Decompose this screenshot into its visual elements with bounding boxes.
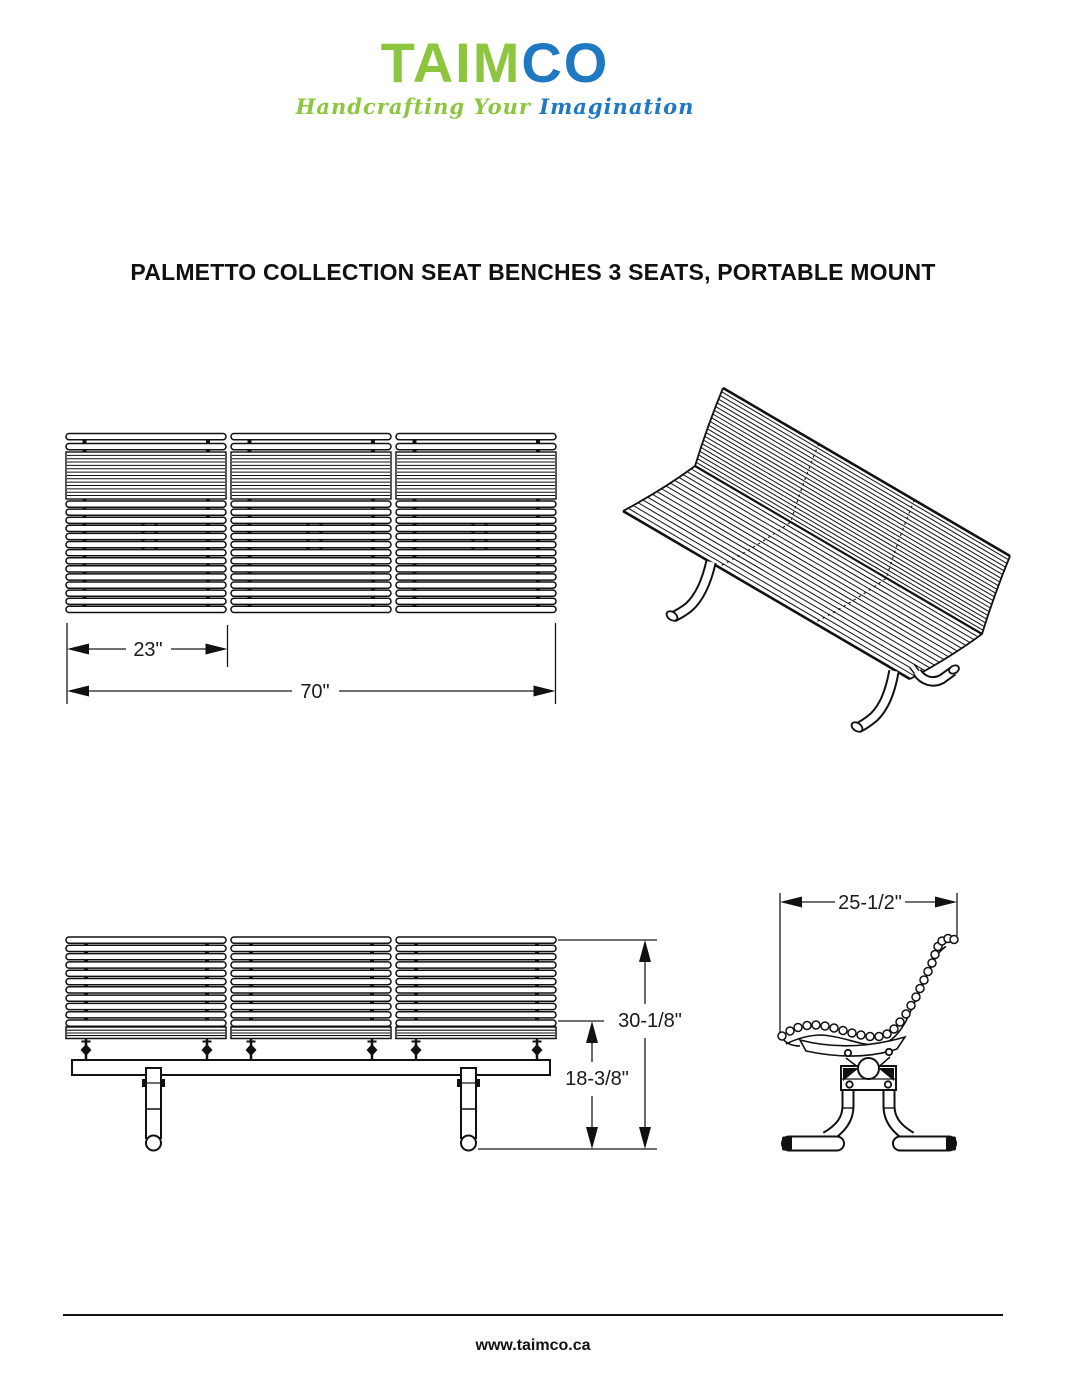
slat: [396, 995, 556, 1001]
slat: [396, 1012, 556, 1018]
connector-clamp: [411, 1044, 422, 1056]
slat: [396, 937, 556, 943]
slat: [231, 501, 391, 507]
slat: [396, 598, 556, 604]
slat: [231, 590, 391, 596]
slat: [396, 1003, 556, 1009]
footer-website: www.taimco.ca: [475, 1337, 591, 1354]
side-legs: [782, 1090, 956, 1151]
seat-tube: [657, 492, 944, 660]
slat: [66, 1003, 226, 1009]
iso-tube-slats: [623, 388, 1010, 679]
rod-end: [920, 976, 928, 984]
slat: [396, 525, 556, 531]
rod-end: [907, 1002, 915, 1010]
rod-end: [912, 993, 920, 1001]
side-frame: [782, 947, 946, 1091]
slat: [396, 945, 556, 951]
rod-end: [803, 1022, 811, 1030]
dim-seat-height: 18-3/8": [565, 1068, 629, 1090]
page-title: PALMETTO COLLECTION SEAT BENCHES 3 SEATS, PORTABLE MOUNT: [130, 259, 936, 285]
seat-tube: [679, 477, 966, 645]
seat-tube: [683, 475, 970, 643]
dim-seat-section-width: 23": [133, 639, 163, 661]
slat: [231, 962, 391, 968]
slat: [66, 937, 226, 943]
slat: [66, 590, 226, 596]
rod-end: [830, 1024, 838, 1032]
slat: [66, 501, 226, 507]
footer-divider: [63, 1314, 1003, 1316]
leg-bolt: [457, 1079, 462, 1087]
pivot-circle: [858, 1058, 879, 1079]
slat: [396, 434, 556, 440]
slat: [231, 444, 391, 450]
rod-end: [931, 951, 939, 959]
rod-end: [896, 1018, 904, 1026]
connector-clamp: [202, 1044, 213, 1056]
slat: [396, 606, 556, 612]
seat-tube: [652, 494, 939, 662]
rod-end: [857, 1031, 865, 1039]
slat: [66, 509, 226, 515]
dim-overall-width: 70": [300, 681, 330, 703]
rod-end: [848, 1029, 856, 1037]
connector-clamp: [246, 1044, 257, 1056]
slat: [66, 558, 226, 564]
slat: [396, 542, 556, 548]
slat: [66, 995, 226, 1001]
rod-end: [794, 1024, 802, 1032]
leg-bolt: [142, 1079, 147, 1087]
slat: [231, 979, 391, 985]
rod-end: [916, 985, 924, 993]
slat: [396, 501, 556, 507]
slat: [231, 1012, 391, 1018]
slat: [231, 995, 391, 1001]
arrowhead: [67, 644, 89, 655]
leg-foot: [146, 1136, 161, 1151]
slat: [66, 987, 226, 993]
end-profile: [623, 388, 723, 511]
slat: [231, 566, 391, 572]
slat: [396, 987, 556, 993]
slat: [66, 566, 226, 572]
leg: [461, 1068, 476, 1138]
slat: [66, 574, 226, 580]
rod-end: [786, 1027, 794, 1035]
connector-clamp: [367, 1044, 378, 1056]
slat: [396, 1020, 556, 1026]
iso-right-leg: [850, 671, 894, 734]
rod-end: [875, 1033, 883, 1041]
side-view: [778, 892, 958, 1151]
back-tube: [714, 410, 1001, 578]
dim-overall-depth: 25-1/2": [838, 892, 902, 914]
leg-bolt: [476, 1079, 481, 1087]
slat: [231, 987, 391, 993]
foot-end-cap: [782, 1137, 792, 1151]
slat: [66, 517, 226, 523]
rod-end: [866, 1033, 874, 1041]
slat: [231, 558, 391, 564]
connector-clamp: [532, 1044, 543, 1056]
bolt: [845, 1050, 851, 1056]
slat: [231, 598, 391, 604]
logo-text-blue: CO: [521, 31, 610, 94]
inner-profile-line: [786, 947, 946, 1045]
back-tube: [696, 462, 983, 630]
rod-end: [778, 1032, 786, 1040]
bolt: [885, 1081, 891, 1087]
arrowhead: [586, 1021, 598, 1043]
slat: [66, 533, 226, 539]
slat: [231, 574, 391, 580]
slat: [396, 962, 556, 968]
seat-tube: [633, 505, 920, 673]
arrowhead: [935, 897, 957, 908]
slat: [66, 542, 226, 548]
arrowhead: [67, 686, 89, 697]
slat: [396, 574, 556, 580]
slat: [231, 509, 391, 515]
slat: [396, 558, 556, 564]
back-tube: [707, 429, 994, 597]
seat-tube: [675, 480, 962, 648]
slat: [66, 945, 226, 951]
slat: [231, 525, 391, 531]
slat: [66, 970, 226, 976]
slat: [66, 434, 226, 440]
slat: [66, 525, 226, 531]
slat: [231, 517, 391, 523]
arrowhead: [586, 1127, 598, 1149]
tagline-blue: Imagination: [539, 93, 695, 119]
rod-end: [812, 1021, 820, 1029]
bolt: [846, 1081, 852, 1087]
slat: [396, 590, 556, 596]
slat: [396, 517, 556, 523]
bolt: [886, 1049, 892, 1055]
rod-end: [821, 1022, 829, 1030]
slat: [396, 509, 556, 515]
slat: [231, 434, 391, 440]
slat: [396, 582, 556, 588]
slat: [66, 444, 226, 450]
slat: [396, 970, 556, 976]
arrowhead: [639, 1127, 651, 1149]
rod-end: [890, 1025, 898, 1033]
slat: [231, 945, 391, 951]
front-view-slats: [66, 937, 556, 1059]
slat: [66, 606, 226, 612]
slat: [66, 979, 226, 985]
rod-end: [950, 936, 958, 944]
slat: [396, 444, 556, 450]
slat: [231, 550, 391, 556]
slat: [66, 1020, 226, 1026]
slat: [231, 606, 391, 612]
slat: [231, 533, 391, 539]
back-tube: [706, 433, 993, 601]
seat-tube: [638, 503, 925, 671]
isometric-view: [623, 388, 1010, 734]
front-view: [66, 937, 682, 1151]
iso-portable-mount: [912, 664, 960, 682]
leg: [146, 1068, 161, 1138]
seat-tube: [628, 508, 915, 676]
tagline-green: Handcrafting Your: [295, 93, 531, 119]
side-rod-chain: [778, 935, 958, 1041]
slat: [66, 582, 226, 588]
top-view-dimensions: [67, 623, 556, 704]
front-right-leg: [457, 1068, 480, 1151]
foot-end-cap: [946, 1137, 956, 1151]
leg-bolt: [161, 1079, 166, 1087]
front-frame: [72, 1060, 550, 1151]
top-view: [66, 434, 556, 705]
slat: [66, 954, 226, 960]
arrowhead: [780, 897, 802, 908]
slat: [66, 1012, 226, 1018]
slat: [231, 582, 391, 588]
arrowhead: [639, 940, 651, 962]
slat: [231, 954, 391, 960]
mount-rail: [72, 1060, 550, 1075]
slat: [231, 1003, 391, 1009]
front-left-leg: [142, 1068, 165, 1151]
logo-text-green: TAIM: [380, 31, 522, 94]
slat: [396, 954, 556, 960]
rod-end: [902, 1010, 910, 1018]
back-tube: [713, 414, 1000, 582]
slat: [66, 598, 226, 604]
iso-left-leg: [665, 562, 711, 623]
slat: [396, 533, 556, 539]
back-tube: [697, 459, 984, 627]
leg-foot: [461, 1136, 476, 1151]
slat: [66, 962, 226, 968]
arrowhead: [206, 644, 228, 655]
slat: [231, 542, 391, 548]
slat: [396, 550, 556, 556]
rod-end: [839, 1027, 847, 1035]
arrowhead: [534, 686, 556, 697]
slat: [396, 566, 556, 572]
slat: [231, 1020, 391, 1026]
slat: [231, 970, 391, 976]
slat: [66, 550, 226, 556]
dim-overall-height: 30-1/8": [618, 1010, 682, 1032]
slat: [231, 937, 391, 943]
rod-end: [928, 959, 936, 967]
connector-clamp: [81, 1044, 92, 1056]
top-view-slats: [66, 434, 556, 613]
rod-end: [924, 968, 932, 976]
slat: [396, 979, 556, 985]
